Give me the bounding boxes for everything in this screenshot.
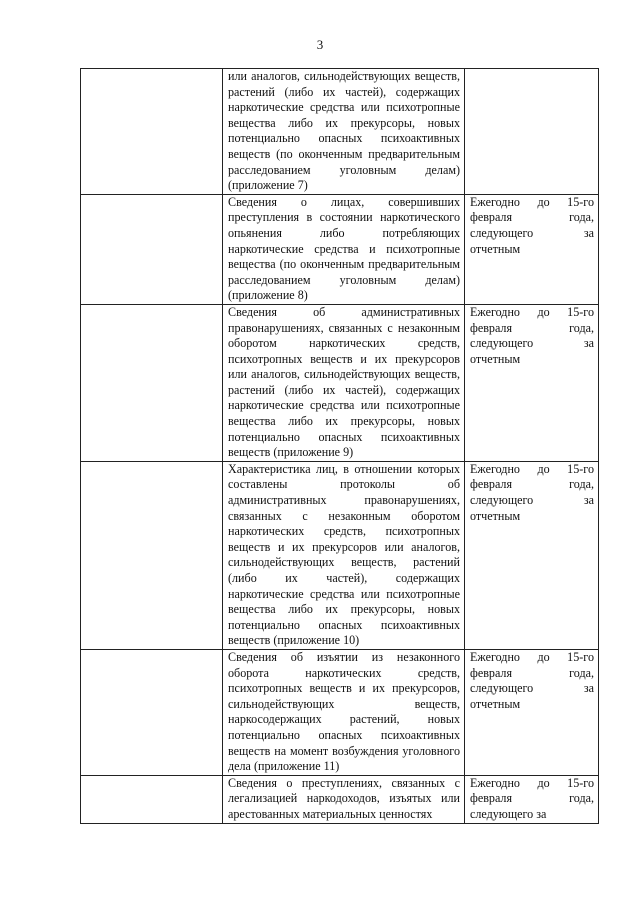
table-row [81,461,599,649]
deadline-cell: Ежегодно до 15-го февраля года, следующего за [465,775,599,823]
deadline-cell: Ежегодно до 15-го февраля года, следующего за отчетным [465,194,599,304]
number-cell [81,194,223,304]
description-cell: или аналогов, сильнодействующих веществ, растений (либо их частей), содержащих наркотические средства или психотропные вещества либо их прекурсоры, новых потенциально опасных психоактивных веществ (по оконченным предварительным расследованием уголовным делам) (приложение 7) [223,69,465,195]
deadline-cell [465,69,599,195]
table-row [81,194,599,304]
description-cell: Сведения об изъятии из незаконного оборота наркотических средств, психотропных веществ и их прекурсоров, сильнодействующих веществ, наркосодержащих растений, новых потенциально опасных психоактивных веществ на момент возбуждения уголовного дела (приложение 11) [223,649,465,775]
description-cell: Сведения об административных правонарушениях, связанных с незаконным оборотом наркотических средств, психотропных веществ и их прекурсоров или аналогов, сильнодействующих веществ, растений (либо их частей), содержащих наркотические средства или психотропные вещества либо их прекурсоры, новых потенциально опасных психоактивных веществ (приложение 9) [223,304,465,461]
number-cell [81,775,223,823]
number-cell [81,69,223,195]
deadline-cell: Ежегодно до 15-го февраля года, следующего за отчетным [465,304,599,461]
deadline-cell: Ежегодно до 15-го февраля года, следующего за отчетным [465,461,599,649]
description-cell: Сведения о преступлениях, связанных с легализацией наркодоходов, изъятых или арестованных материальных ценностях [223,775,465,823]
page-number: 3 [316,37,324,52]
table-row [81,69,599,195]
deadline-cell: Ежегодно до 15-го февраля года, следующего за отчетным [465,649,599,775]
reporting-table [80,68,599,824]
description-cell: Характеристика лиц, в отношении которых составлены протоколы об административных правонарушениях, связанных с незаконным оборотом наркотических средств, психотропных веществ и их прекурсоров или аналогов, сильнодействующих веществ, растений (либо их частей), содержащих наркотические средства или психотропные вещества либо их прекурсоры, новых потенциально опасных психоактивных веществ (приложение 10) [223,461,465,649]
table-row [81,304,599,461]
number-cell [81,461,223,649]
number-cell [81,649,223,775]
table-row [81,775,599,823]
number-cell [81,304,223,461]
table-row [81,649,599,775]
description-cell: Сведения о лицах, совершивших преступления в состоянии наркотического опьянения либо потребляющих наркотические средства и психотропные вещества (по оконченным предварительным расследованием уголовным делам) (приложение 8) [223,194,465,304]
